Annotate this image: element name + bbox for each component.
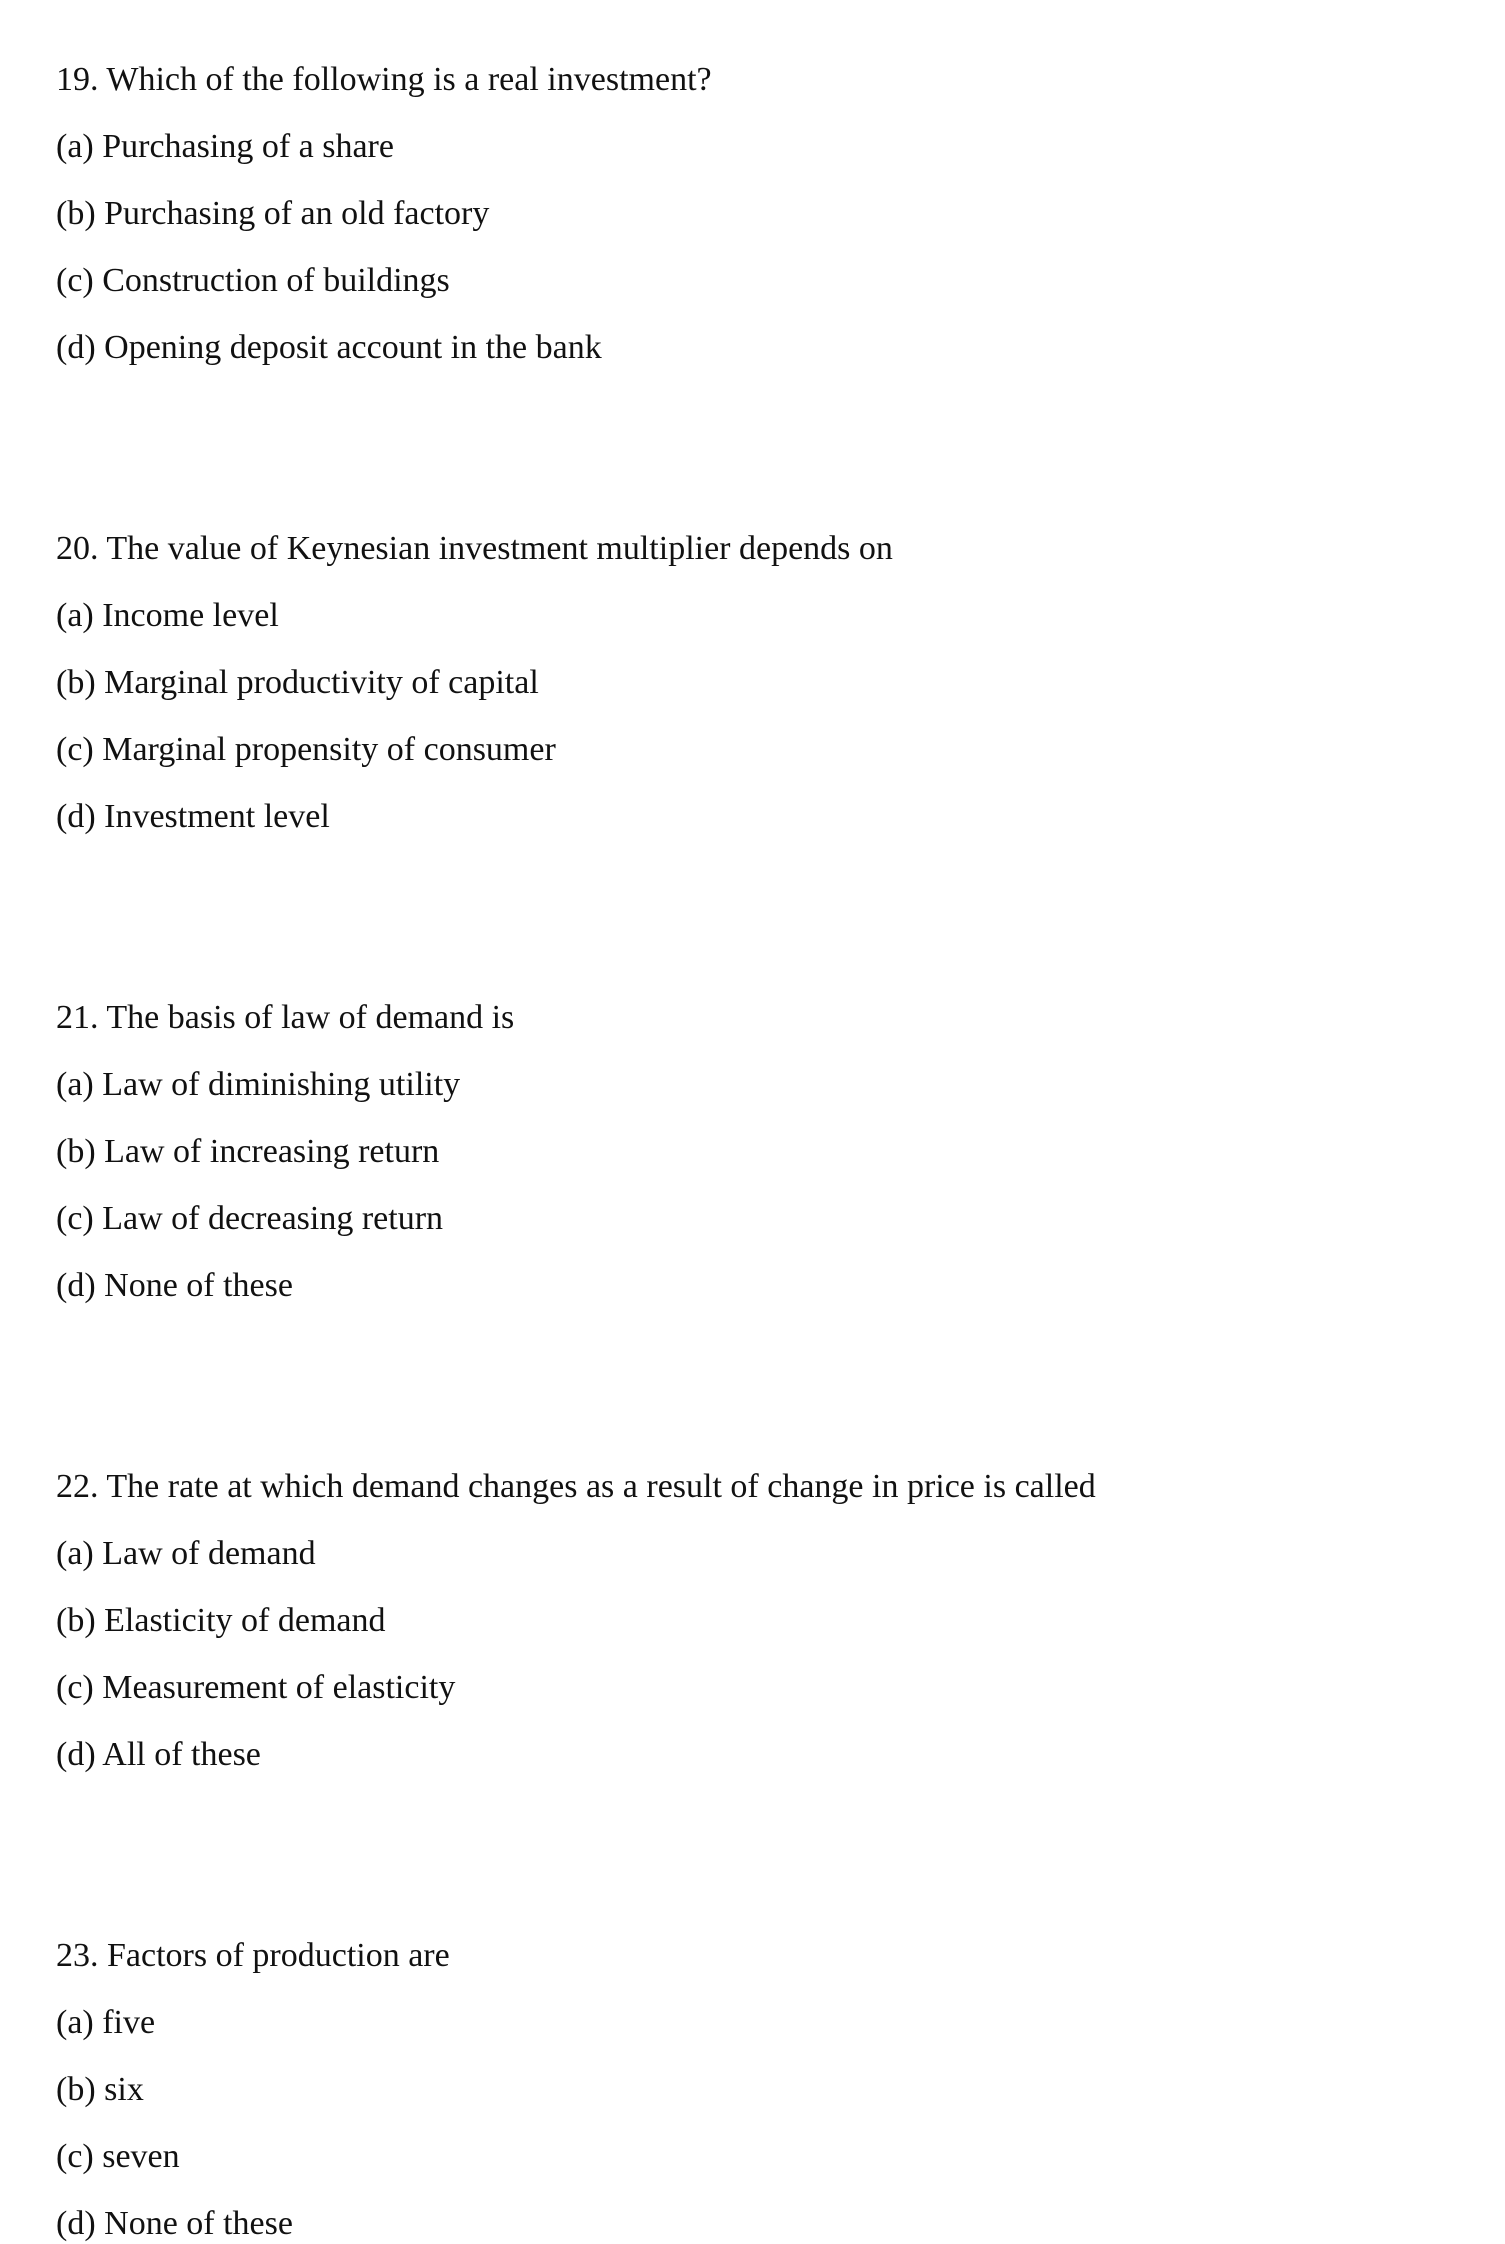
question-number: 21. xyxy=(56,999,99,1036)
answer-option: (d) Investment level xyxy=(56,798,330,835)
answer-option: (d) None of these xyxy=(56,1267,293,1304)
question-text: Factors of production are xyxy=(107,1937,450,1974)
question-number: 20. xyxy=(56,530,99,567)
answer-option: (b) Law of increasing return xyxy=(56,1133,440,1170)
answer-option: (a) Purchasing of a share xyxy=(56,128,394,165)
question-stem xyxy=(56,60,712,100)
answer-option: (d) None of these xyxy=(56,2205,293,2242)
answer-option: (d) All of these xyxy=(56,1736,261,1773)
answer-option: (c) Law of decreasing return xyxy=(56,1200,444,1237)
answer-option: (c) seven xyxy=(56,2138,180,2175)
answer-option: (c) Marginal propensity of consumer xyxy=(56,731,556,768)
question-stem xyxy=(56,529,893,569)
question-number: 19. xyxy=(56,61,99,98)
answer-option: (a) five xyxy=(56,2004,156,2041)
answer-option: (b) Marginal productivity of capital xyxy=(56,664,539,701)
question-text: Which of the following is a real investment? xyxy=(106,61,712,98)
question-text: The rate at which demand changes as a result of change in price is called xyxy=(106,1468,1096,1505)
question-number: 23. xyxy=(56,1937,99,1974)
answer-option: (c) Construction of buildings xyxy=(56,262,450,299)
question-text: The basis of law of demand is xyxy=(106,999,515,1036)
answer-option: (a) Law of demand xyxy=(56,1535,316,1572)
question-stem xyxy=(56,1467,1096,1507)
answer-option: (a) Income level xyxy=(56,597,279,634)
question-text: The value of Keynesian investment multiplier depends on xyxy=(106,530,893,567)
answer-option: (c) Measurement of elasticity xyxy=(56,1669,456,1706)
answer-option: (b) Elasticity of demand xyxy=(56,1602,386,1639)
question-stem xyxy=(56,998,514,1038)
answer-option: (b) Purchasing of an old factory xyxy=(56,195,490,232)
question-number: 22. xyxy=(56,1468,99,1505)
question-stem xyxy=(56,1936,450,1976)
answer-option: (d) Opening deposit account in the bank xyxy=(56,329,602,366)
answer-option: (a) Law of diminishing utility xyxy=(56,1066,461,1103)
answer-option: (b) six xyxy=(56,2071,144,2108)
